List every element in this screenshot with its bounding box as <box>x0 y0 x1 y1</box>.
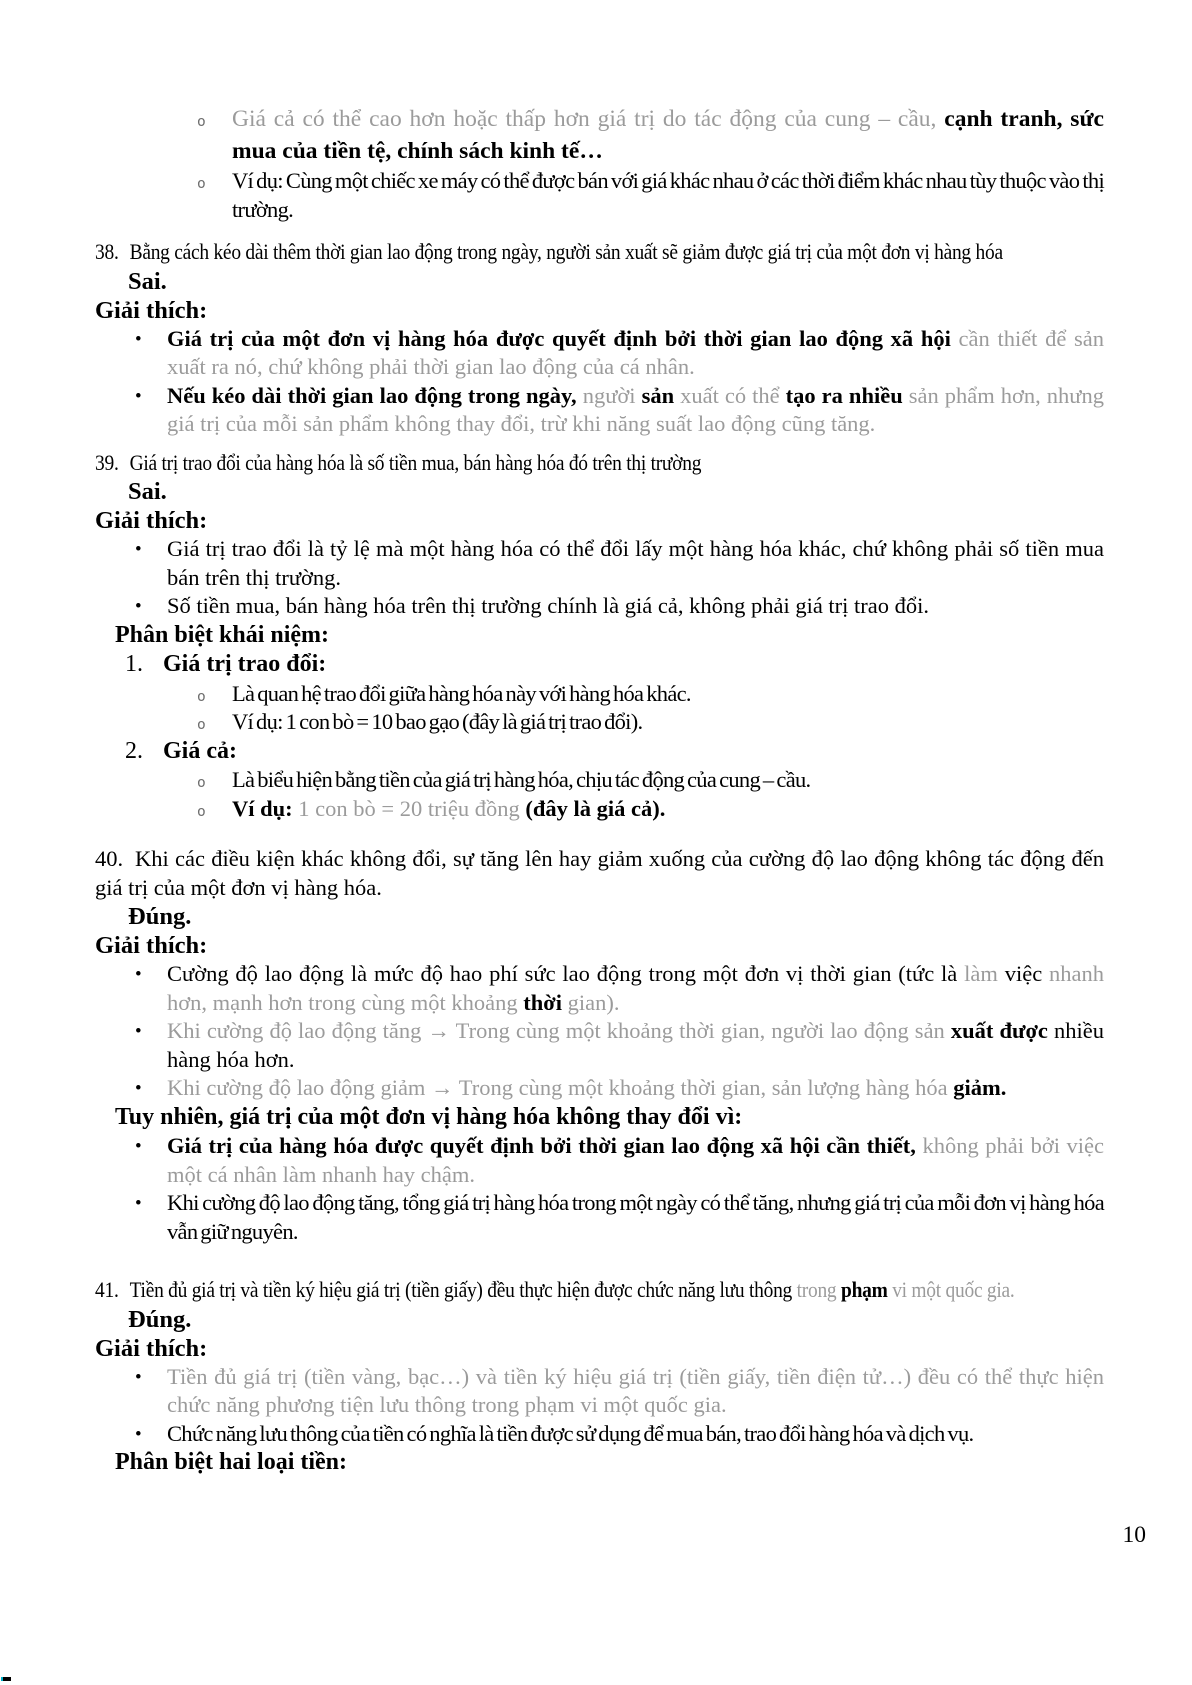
answer-41 <box>95 1305 1104 1334</box>
text-run: Tuy nhiên, giá trị của một đơn vị hàng hóa không thay đổi vì: <box>115 1103 743 1130</box>
bullet-marker-icon: • <box>135 1078 142 1099</box>
item-number: 1. <box>125 651 143 677</box>
item-number: 2. <box>125 737 143 764</box>
text-run: Cường độ lao động là mức độ hao phí sức lao động trong một đơn vị thời gian (tức là <box>167 961 965 986</box>
text-run: trong <box>796 1277 842 1302</box>
circle-marker-icon: o <box>197 176 206 192</box>
note-price-example <box>95 167 1104 224</box>
circle-marker-icon: o <box>197 688 206 705</box>
text-run: Phân biệt khái niệm: <box>115 621 330 648</box>
concept-distinction-heading <box>95 621 1104 651</box>
circle-marker-icon: o <box>197 114 206 130</box>
answer-38 <box>95 267 1104 296</box>
answer-40 <box>95 902 1104 931</box>
text-run: cạnh tranh, sức mua của tiền tệ, chính sách kinh tế… <box>232 106 1104 164</box>
text-run: Giá trị trao đổi của hàng hóa là số tiền mua, bán hàng hóa đó trên thị trường <box>129 449 702 475</box>
text-run: sản <box>641 382 681 408</box>
text-run: Khi cường độ lao động giảm → Trong cùng một khoảng thời gian, sản lượng hàng hóa <box>167 1075 954 1100</box>
explain-40-4 <box>95 1132 1104 1189</box>
explain-label-38 <box>95 296 1104 325</box>
text-run: cần thiết để sản xuất ra nó, chứ không phải thời gian lao động của cá nhân. <box>167 325 1104 379</box>
text-run: giảm. <box>953 1075 1007 1100</box>
text-run: nhanh hơn, mạnh hơn trong cùng một khoảng <box>167 961 1105 1015</box>
question-40 <box>95 845 1104 902</box>
text-run: gian). <box>567 989 620 1015</box>
text-run: Giá trị của hàng hóa được quyết định bởi thời gian lao động xã hội cần thiết, <box>167 1133 923 1158</box>
bullet-marker-icon: • <box>135 1021 142 1042</box>
text-run: Khi cường độ lao động tăng, tổng giá trị hàng hóa trong một ngày có thể tăng, nhưng giá trị của mỗi đơn vị hàng hóa vẫn giữ nguyên. <box>167 1190 1104 1244</box>
circle-marker-icon: o <box>197 717 206 733</box>
text-run: xuất được <box>950 1018 1054 1043</box>
text-run: thời <box>523 989 568 1015</box>
item-number: 38. <box>95 239 119 264</box>
text-run: Ví dụ: <box>232 795 299 821</box>
text-run: Giải thích: <box>95 296 208 324</box>
text-run: Khi cường độ lao động tăng → Trong cùng một khoảng thời gian, người lao động sản <box>167 1018 951 1043</box>
text-run: Ví dụ: Cùng một chiếc xe máy có thể được bán với giá khác nhau ở các thời điểm khác nhau tùy thuộc vào thị trường. <box>232 168 1104 222</box>
text-run: việc <box>1004 961 1050 986</box>
explain-label-39 <box>95 506 1104 535</box>
text-run: Giá trị của một đơn vị hàng hóa được quyết định bởi thời gian lao động xã hội <box>167 325 959 351</box>
text-run: Giá cả có thể cao hơn hoặc thấp hơn giá trị do tác động của cung – cầu, <box>232 106 945 132</box>
bullet-marker-icon: • <box>135 596 142 617</box>
however-heading <box>95 1103 1104 1133</box>
bullet-marker-icon: • <box>135 964 142 985</box>
note-price-deviation <box>95 104 1104 167</box>
bullet-marker-icon: • <box>135 385 142 407</box>
explain-label-40 <box>95 931 1104 960</box>
document-content <box>95 104 1104 1478</box>
bullet-marker-icon: • <box>135 1423 141 1445</box>
question-41 <box>95 1276 1104 1305</box>
text-run: vi một quốc gia. <box>892 1277 1015 1302</box>
concept-2-price <box>95 737 1104 767</box>
text-run: xuất có thể <box>680 382 786 408</box>
text-run: Giá trị trao đổi là tỷ lệ mà một hàng hóa có thể đổi lấy một hàng hóa khác, chứ không phải số tiền mua bán trên thị trường. <box>167 536 1104 590</box>
text-run: Chức năng lưu thông của tiền có nghĩa là tiền được sử dụng để mua bán, trao đổi hàng hóa và dịch vụ. <box>167 1420 974 1446</box>
explain-40-2 <box>95 1017 1104 1074</box>
text-run: Ví dụ: 1 con bò = 10 bao gạo (đây là giá trị trao đổi). <box>232 709 643 734</box>
explain-38-1 <box>95 325 1104 382</box>
concept-1-example <box>95 708 1104 737</box>
explain-38-2 <box>95 382 1104 439</box>
text-run: Giải thích: <box>95 932 208 959</box>
page-number: 10 <box>1122 1522 1146 1548</box>
text-run: Sai. <box>128 267 167 295</box>
text-run: phạm <box>841 1277 893 1302</box>
text-run: Là quan hệ trao đổi giữa hàng hóa này với hàng hóa khác. <box>232 680 691 706</box>
concept-1-exchange-value <box>95 650 1104 680</box>
text-run: (đây là giá cả). <box>525 795 666 821</box>
explain-40-3 <box>95 1074 1104 1103</box>
explain-41-1 <box>95 1363 1104 1420</box>
item-number: 40. <box>95 846 124 871</box>
bullet-marker-icon: • <box>135 1366 142 1388</box>
text-run: người <box>582 382 642 408</box>
circle-marker-icon: o <box>197 775 206 791</box>
text-run: Nếu kéo dài thời gian lao động trong ngày, <box>167 382 583 408</box>
text-run: Giải thích: <box>95 1334 208 1362</box>
bullet-marker-icon: • <box>135 1193 141 1214</box>
question-39 <box>95 449 1104 478</box>
money-types-heading <box>95 1448 1104 1478</box>
text-run: Là biểu hiện bằng tiền của giá trị hàng hóa, chịu tác động của cung – cầu. <box>232 767 811 792</box>
concept-2-definition <box>95 766 1104 795</box>
text-run: làm <box>964 961 1005 986</box>
explain-40-5 <box>95 1189 1104 1246</box>
text-run: sản phẩm hơn, nhưng giá trị của mỗi sản phẩm không thay đổi, trừ khi năng suất lao động cũng tăng. <box>167 382 1104 436</box>
circle-marker-icon: o <box>197 803 206 820</box>
bullet-marker-icon: • <box>135 539 142 560</box>
text-run: tạo ra nhiều <box>785 382 909 408</box>
text-run: Tiền đủ giá trị và tiền ký hiệu giá trị (tiền giấy) đều thực hiện được chức năng lưu thông <box>129 1277 797 1302</box>
item-number: 41. <box>95 1277 119 1302</box>
concept-1-definition <box>95 680 1104 709</box>
bullet-marker-icon: • <box>135 1136 142 1157</box>
text-run: không phải bởi việc một cá nhân làm nhanh hay chậm. <box>167 1133 1104 1187</box>
text-run: Đúng. <box>128 903 192 930</box>
text-run: Khi các điều kiện khác không đổi, sự tăng lên hay giảm xuống của cường độ lao động không tác động đến giá trị của một đơn vị hàng hóa. <box>95 846 1104 900</box>
text-run: Số tiền mua, bán hàng hóa trên thị trường chính là giá cả, không phải giá trị trao đổi. <box>167 593 930 618</box>
explain-39-1 <box>95 535 1104 592</box>
text-run: 1 con bò = 20 triệu đồng <box>298 795 526 821</box>
item-number: 39. <box>95 449 119 475</box>
text-run: Phân biệt hai loại tiền: <box>115 1449 348 1475</box>
explain-40-1 <box>95 960 1104 1017</box>
text-run: Giá cả: <box>163 737 237 764</box>
text-run: Giá trị trao đổi: <box>163 651 327 677</box>
question-38 <box>95 238 1104 267</box>
text-run: Tiền đủ giá trị (tiền vàng, bạc…) và tiền ký hiệu giá trị (tiền giấy, tiền điện tử…) đều có thể thực hiện chức năng phương tiện lưu thông trong phạm vi một quốc gia. <box>167 1363 1104 1417</box>
text-run: Đúng. <box>128 1305 192 1333</box>
bullet-marker-icon: • <box>135 328 142 350</box>
text-run: nhiều hàng hóa hơn. <box>167 1018 1104 1072</box>
answer-39 <box>95 477 1104 506</box>
explain-39-2 <box>95 592 1104 621</box>
explain-label-41 <box>95 1334 1104 1363</box>
text-run: Giải thích: <box>95 507 208 534</box>
concept-2-example <box>95 795 1104 824</box>
text-run: Sai. <box>128 478 167 505</box>
explain-41-2 <box>95 1420 1104 1449</box>
stray-mark <box>1 1677 11 1681</box>
text-run: Bằng cách kéo dài thêm thời gian lao động trong ngày, người sản xuất sẽ giảm được giá trị của một đơn vị hàng hóa <box>129 239 1003 264</box>
